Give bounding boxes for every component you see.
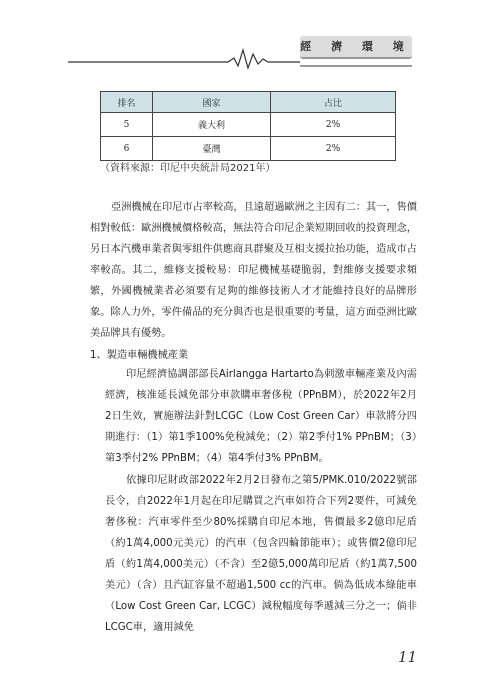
- paragraph-pmk-regulation: 依據印尼財政部2022年2月2日發布之第5/PMK.010/2022號部長令，自2022年1月起在印尼購買之汽車如符合下列2要件，可減免奢侈稅：汽車零件至少80%採購自印尼本地，售價最多2億印尼盾（約1萬4,000元美元）的汽車（包含四輪節能車）；或售價2億印尼盾（約1萬4,000美元）（不含）至2億5,000萬印尼盾（約1萬7,500美元）（含）且汽缸容量不超過1,500 cc的汽車。倘為低成本綠能車（Low Cost Green Car, LCGC）減稅幅度每季遞減三分之一；倘非LCGC車，適用減免: [105, 475, 417, 633]
- cell-rank: 6: [101, 137, 153, 161]
- source-note: （資料來源：印尼中央統計局2021年）: [100, 163, 276, 174]
- cell-share: 2%: [271, 137, 396, 161]
- header-rank: 排名: [101, 92, 153, 113]
- table-row: [101, 137, 396, 161]
- header-country: 國家: [153, 92, 271, 113]
- cell-country: 臺灣: [153, 137, 271, 161]
- section-title: 1、製造車輛機械產業: [90, 350, 189, 361]
- cell-rank: 5: [101, 113, 153, 137]
- table-header-row: [101, 92, 396, 113]
- cell-share: 2%: [271, 113, 396, 137]
- cell-country: 義大利: [153, 113, 271, 137]
- ranking-table: [100, 91, 396, 161]
- paragraph-ppnbm: 印尼經濟協調部部長Airlangga Hartarto為刺激車輛產業及內需經濟，核准延長減免部分車款購車奢侈稅（PPnBM），於2022年2月2日生效，實施辦法針對LCGC（Low Cost Green Car）車款將分四期進行：（1）第1季100%免稅減免；（2）第2季付1% PPnBM；（3）第3季付2% PPnBM；（4）第4季付3% PPnBM。: [105, 369, 417, 464]
- paragraph-asia-machinery: 亞洲機械在印尼市占率較高，且遠超過歐洲之主因有二：其一，售價相對較低：歐洲機械價格較高，無法符合印尼企業短期回收的投資理念，另日本汽機車業者與零組件供應商具群聚及互相支援拉抬功能，造成市占率較高。其二，維修支援較易：印尼機械基礎脆弱，對維修支援要求頻繁，外國機械業者必須要有足夠的維修技術人才才能維持良好的品牌形象。除人力外，零件備品的充分與否也是很重要的考量，這方面亞洲比歐美品牌具有優勢。: [90, 202, 417, 339]
- page-number: 11: [398, 648, 418, 666]
- section-tag: 經 濟 環 境: [300, 36, 412, 59]
- table-row: [101, 113, 396, 137]
- header-share: 占比: [271, 92, 396, 113]
